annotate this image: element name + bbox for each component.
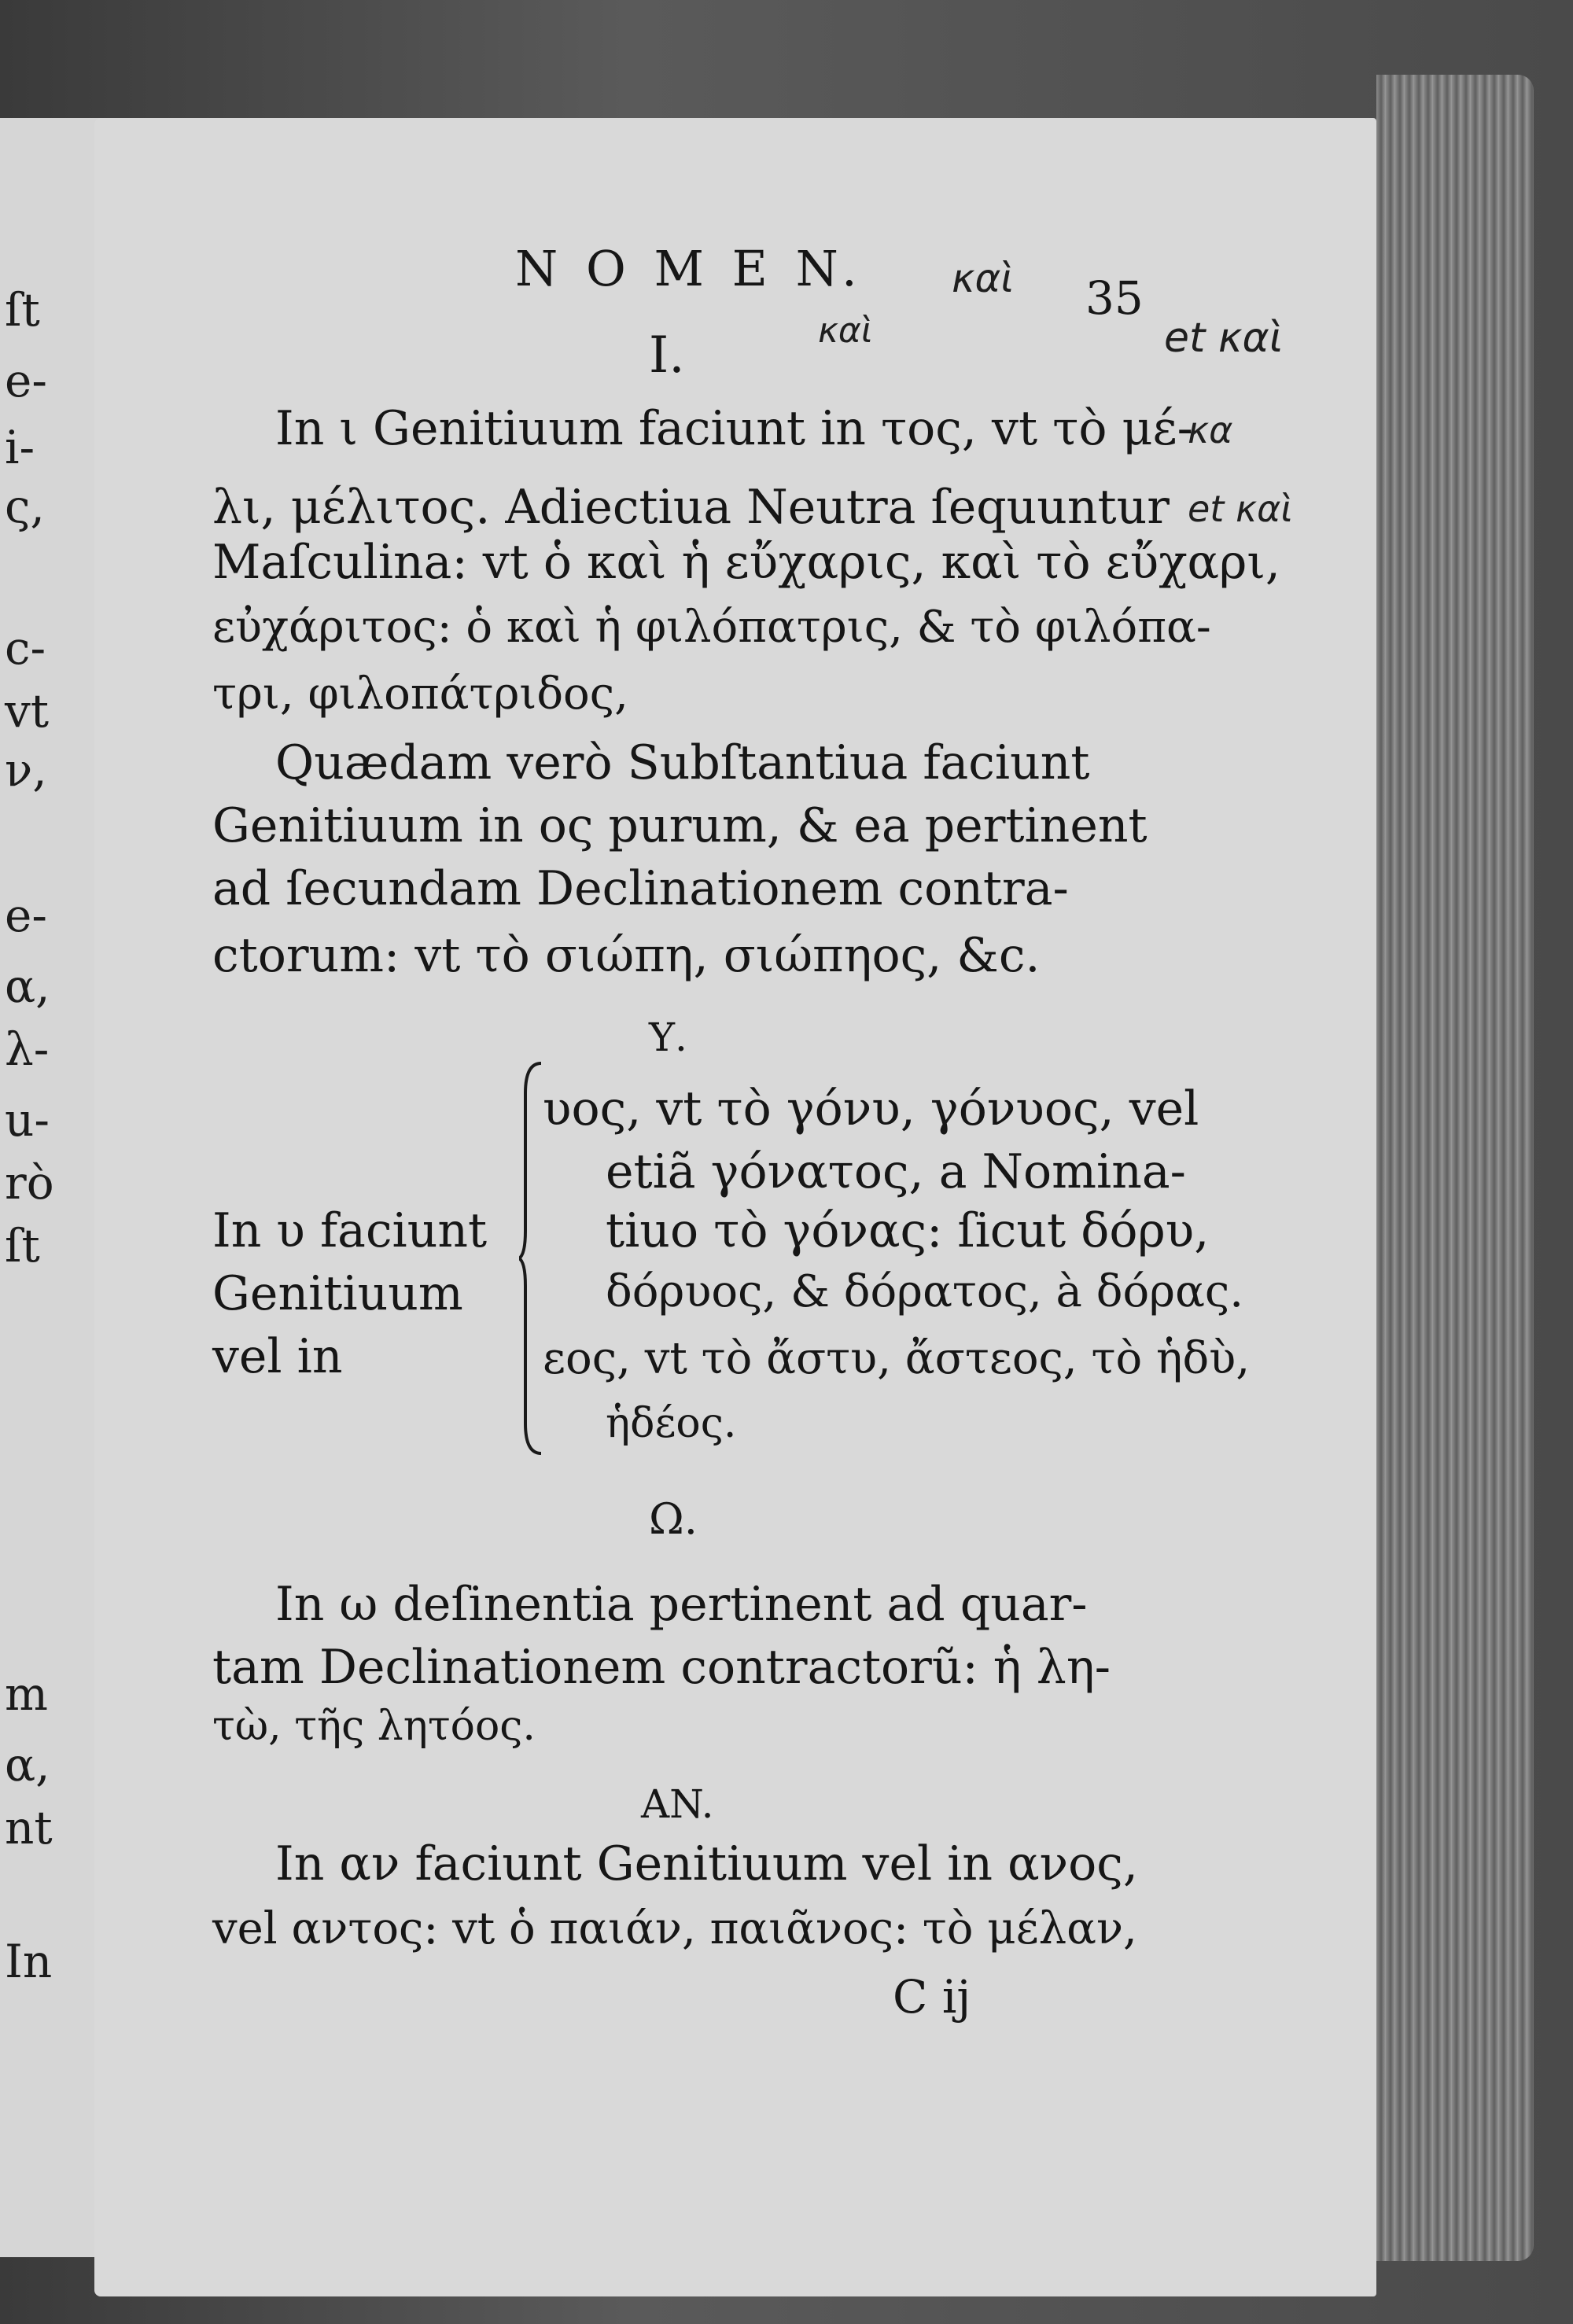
page-edges: [1376, 75, 1534, 2261]
handwritten-annotation-above: καὶ: [818, 311, 873, 351]
left-margin-fragment: u-: [5, 1093, 50, 1147]
text-line: τὼ, τῆς λητόος.: [212, 1703, 536, 1750]
margin-annotation-1: et καὶ: [1164, 315, 1284, 362]
text-line: Genitiuum in ος purum, & ea pertinent: [212, 798, 1148, 853]
text-line: δόρυος, & δόρατος, à δόρας.: [606, 1266, 1244, 1317]
section-heading-omega: Ω.: [649, 1494, 698, 1544]
text-line: ἡδέος.: [606, 1400, 737, 1447]
left-margin-fragment: e-: [5, 889, 47, 942]
left-margin-fragment: m: [5, 1667, 48, 1721]
section-heading-an: AN.: [641, 1781, 714, 1827]
left-margin-fragment: ν,: [5, 743, 47, 797]
handwritten-annotation-title: καὶ: [952, 256, 1015, 301]
left-margin-fragment: In: [5, 1935, 53, 1988]
text-line: Maſculina: vt ὁ καὶ ἡ εὔχαρις, καὶ τὸ εὔχαρι,: [212, 535, 1280, 590]
page-number: 35: [1085, 271, 1144, 325]
text-line: Quædam verò Subſtantiua faciunt: [275, 735, 1090, 790]
text-line: ctorum: vt τὸ σιώπη, σιώπηος, &c.: [212, 928, 1041, 983]
left-margin-fragment: ς,: [5, 480, 45, 533]
left-margin-fragment: nt: [5, 1801, 53, 1854]
left-margin-fragment: α,: [5, 959, 50, 1013]
text-line: εὐχάριτος: ὁ καὶ ἡ φιλόπατρις, & τὸ φιλόπα-: [212, 602, 1211, 653]
text-line: τρι, φιλοπάτριδος,: [212, 668, 628, 720]
text-line: In ι Genitiuum faciunt in τος, vt τὸ μέ-: [275, 401, 1193, 456]
text-line: etiã γόνατος, a Nomina-: [606, 1144, 1186, 1199]
text-line: vel αντος: vt ὁ παιάν, παιᾶνος: τὸ μέλαν,: [212, 1903, 1137, 1954]
signature-mark: C ij: [893, 1970, 971, 2024]
left-margin-fragment: λ-: [5, 1022, 50, 1076]
left-margin-fragment: ſt: [5, 283, 40, 337]
brace-label: Genitiuum: [212, 1266, 463, 1321]
text-line: In ω deſinentia pertinent ad quar-: [275, 1577, 1088, 1632]
margin-annotation-2: κα: [1188, 409, 1233, 451]
text-line: λι, μέλιτος. Adiectiua Neutra ſequuntur: [212, 480, 1170, 535]
text-line: εος, vt τὸ ἄστυ, ἄστεος, τὸ ἡδὺ,: [543, 1333, 1251, 1384]
brace-label: In υ faciunt: [212, 1203, 488, 1258]
section-heading-upsilon: Υ.: [649, 1015, 687, 1060]
running-title: N O M E N.: [515, 240, 864, 297]
left-margin-fragment: i-: [5, 421, 35, 474]
text-line: υος, vt τὸ γόνυ, γόνυος, vel: [543, 1081, 1199, 1136]
margin-annotation-3: et καὶ: [1188, 488, 1293, 530]
left-margin-fragment: c-: [5, 621, 46, 675]
left-margin-fragment: rò: [5, 1156, 54, 1210]
curly-brace: [519, 1062, 543, 1455]
section-heading-iota: I.: [649, 326, 685, 385]
left-margin-fragment: ſt: [5, 1219, 40, 1272]
text-line: tiuo τὸ γόνας: ſicut δόρυ,: [606, 1203, 1210, 1258]
left-margin-fragment: vt: [5, 684, 50, 738]
text-line: In αν faciunt Genitiuum vel in ανος,: [275, 1836, 1138, 1891]
brace-label: vel in: [212, 1329, 343, 1384]
left-margin-fragment: e-: [5, 354, 47, 407]
text-line: tam Declinationem contractorũ: ἡ λη-: [212, 1640, 1111, 1695]
left-margin-fragment: α,: [5, 1738, 50, 1792]
text-line: ad ſecundam Declinationem contra-: [212, 861, 1069, 916]
